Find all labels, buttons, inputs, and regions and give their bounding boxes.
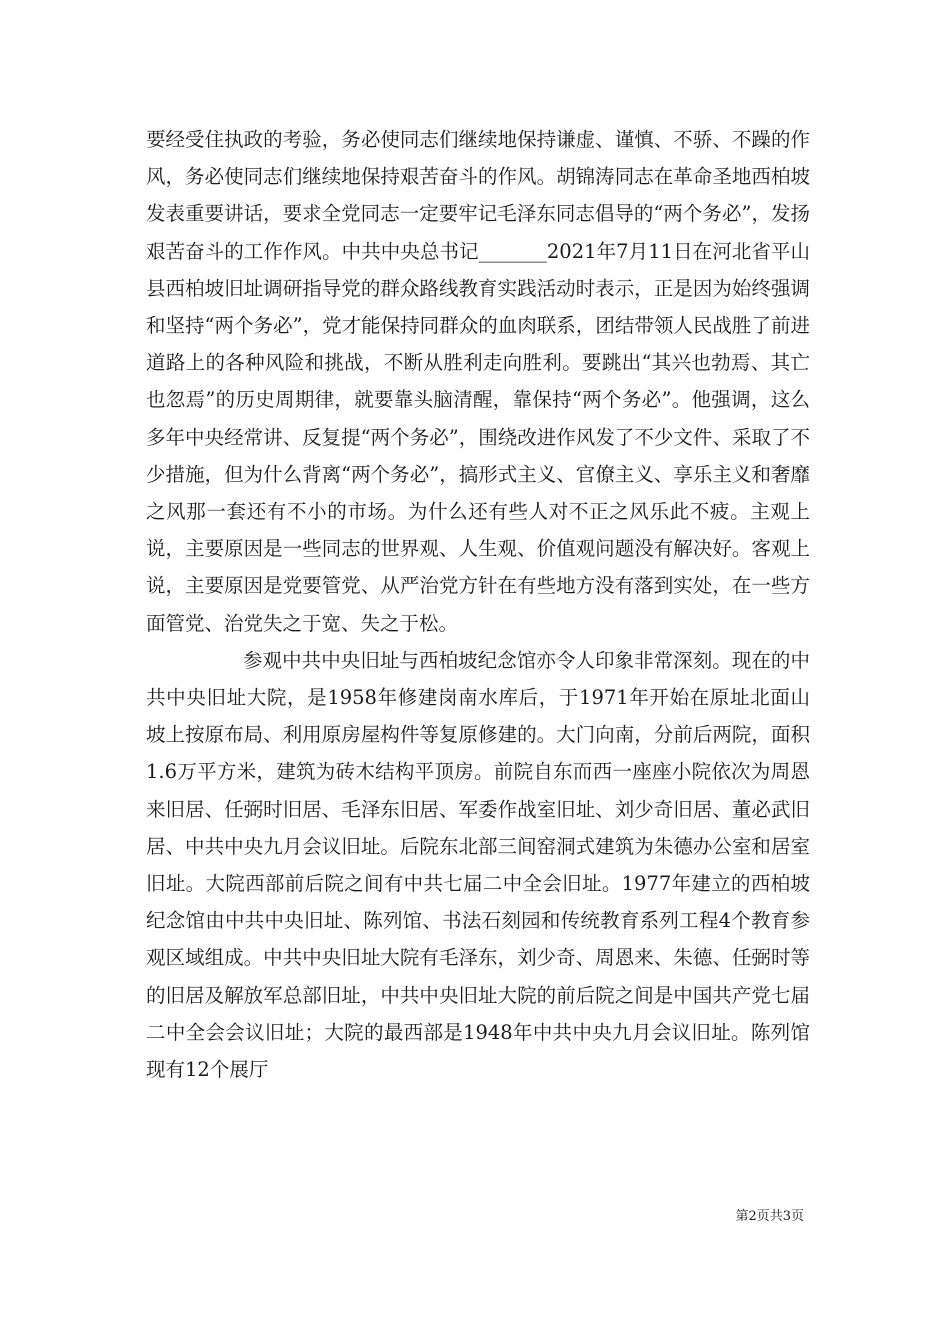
paragraph: 要经受住执政的考验，务必使同志们继续地保持谦虚、谨慎、不骄、不躁的作风，务必使同志们继续地保持艰苦奋斗的作风。胡锦涛同志在革命圣地西柏坡发表重要讲话，要求全党同志一定要牢记毛泽东同志倡导的“两个务必”，发扬艰苦奋斗的工作作风。中共中央总书记_______2021年7月11日在河北省平山县西柏坡旧址调研指导党的群众路线教育实践活动时表示，正是因为始终强调和坚持“两个务必”，党才能保持同群众的血肉联系，团结带领人民战胜了前进道路上的各种风险和挑战，不断从胜利走向胜利。要跳出“其兴也勃焉、其亡也忽焉”的历史周期律，就要靠头脑清醒，靠保持“两个务必”。他强调，这么多年中央经常讲、反复提“两个务必”，围绕改进作风发了不少文件、采取了不少措施，但为什么背离“两个务必”，搞形式主义、官僚主义、享乐主义和奢靡之风那一套还有不小的市场。为什么还有些人对不正之风乐此不疲。主观上说，主要原因是一些同志的世界观、人生观、价值观问题没有解决好。客观上说，主要原因是党要管党、从严治党方针在有些地方没有落到实处，在一些方面管党、治党失之于宽、失之于松。 xyxy=(146,128,810,635)
paragraph: 参观中共中央旧址与西柏坡纪念馆亦令人印象非常深刻。现在的中共中央旧址大院，是1958年修建岗南水库后，于1971年开始在原址北面山坡上按原布局、利用原房屋构件等复原修建的。大门向南，分前后两院，面积1.6万平方米，建筑为砖木结构平顶房。前院自东而西一座座小院依次为周恩来旧居、任弼时旧居、毛泽东旧居、军委作战室旧址、刘少奇旧居、董必武旧居、中共中央九月会议旧址。后院东北部三间窑洞式建筑为朱德办公室和居室旧址。大院西部前后院之间有中共七届二中全会旧址。1977年建立的西柏坡纪念馆由中共中央旧址、陈列馆、书法石刻园和传统教育系列工程4个教育参观区域组成。中共中央旧址大院有毛泽东，刘少奇、周恩来、朱德、任弼时等的旧居及解放军总部旧址，中共中央旧址大院的前后院之间是中国共产党七届二中全会会议旧址；大院的最西部是1948年中共中央九月会议旧址。陈列馆现有12个展厅 xyxy=(146,648,810,1082)
document-body xyxy=(146,121,810,1088)
page-number: 第2页共3页 xyxy=(735,1209,804,1224)
